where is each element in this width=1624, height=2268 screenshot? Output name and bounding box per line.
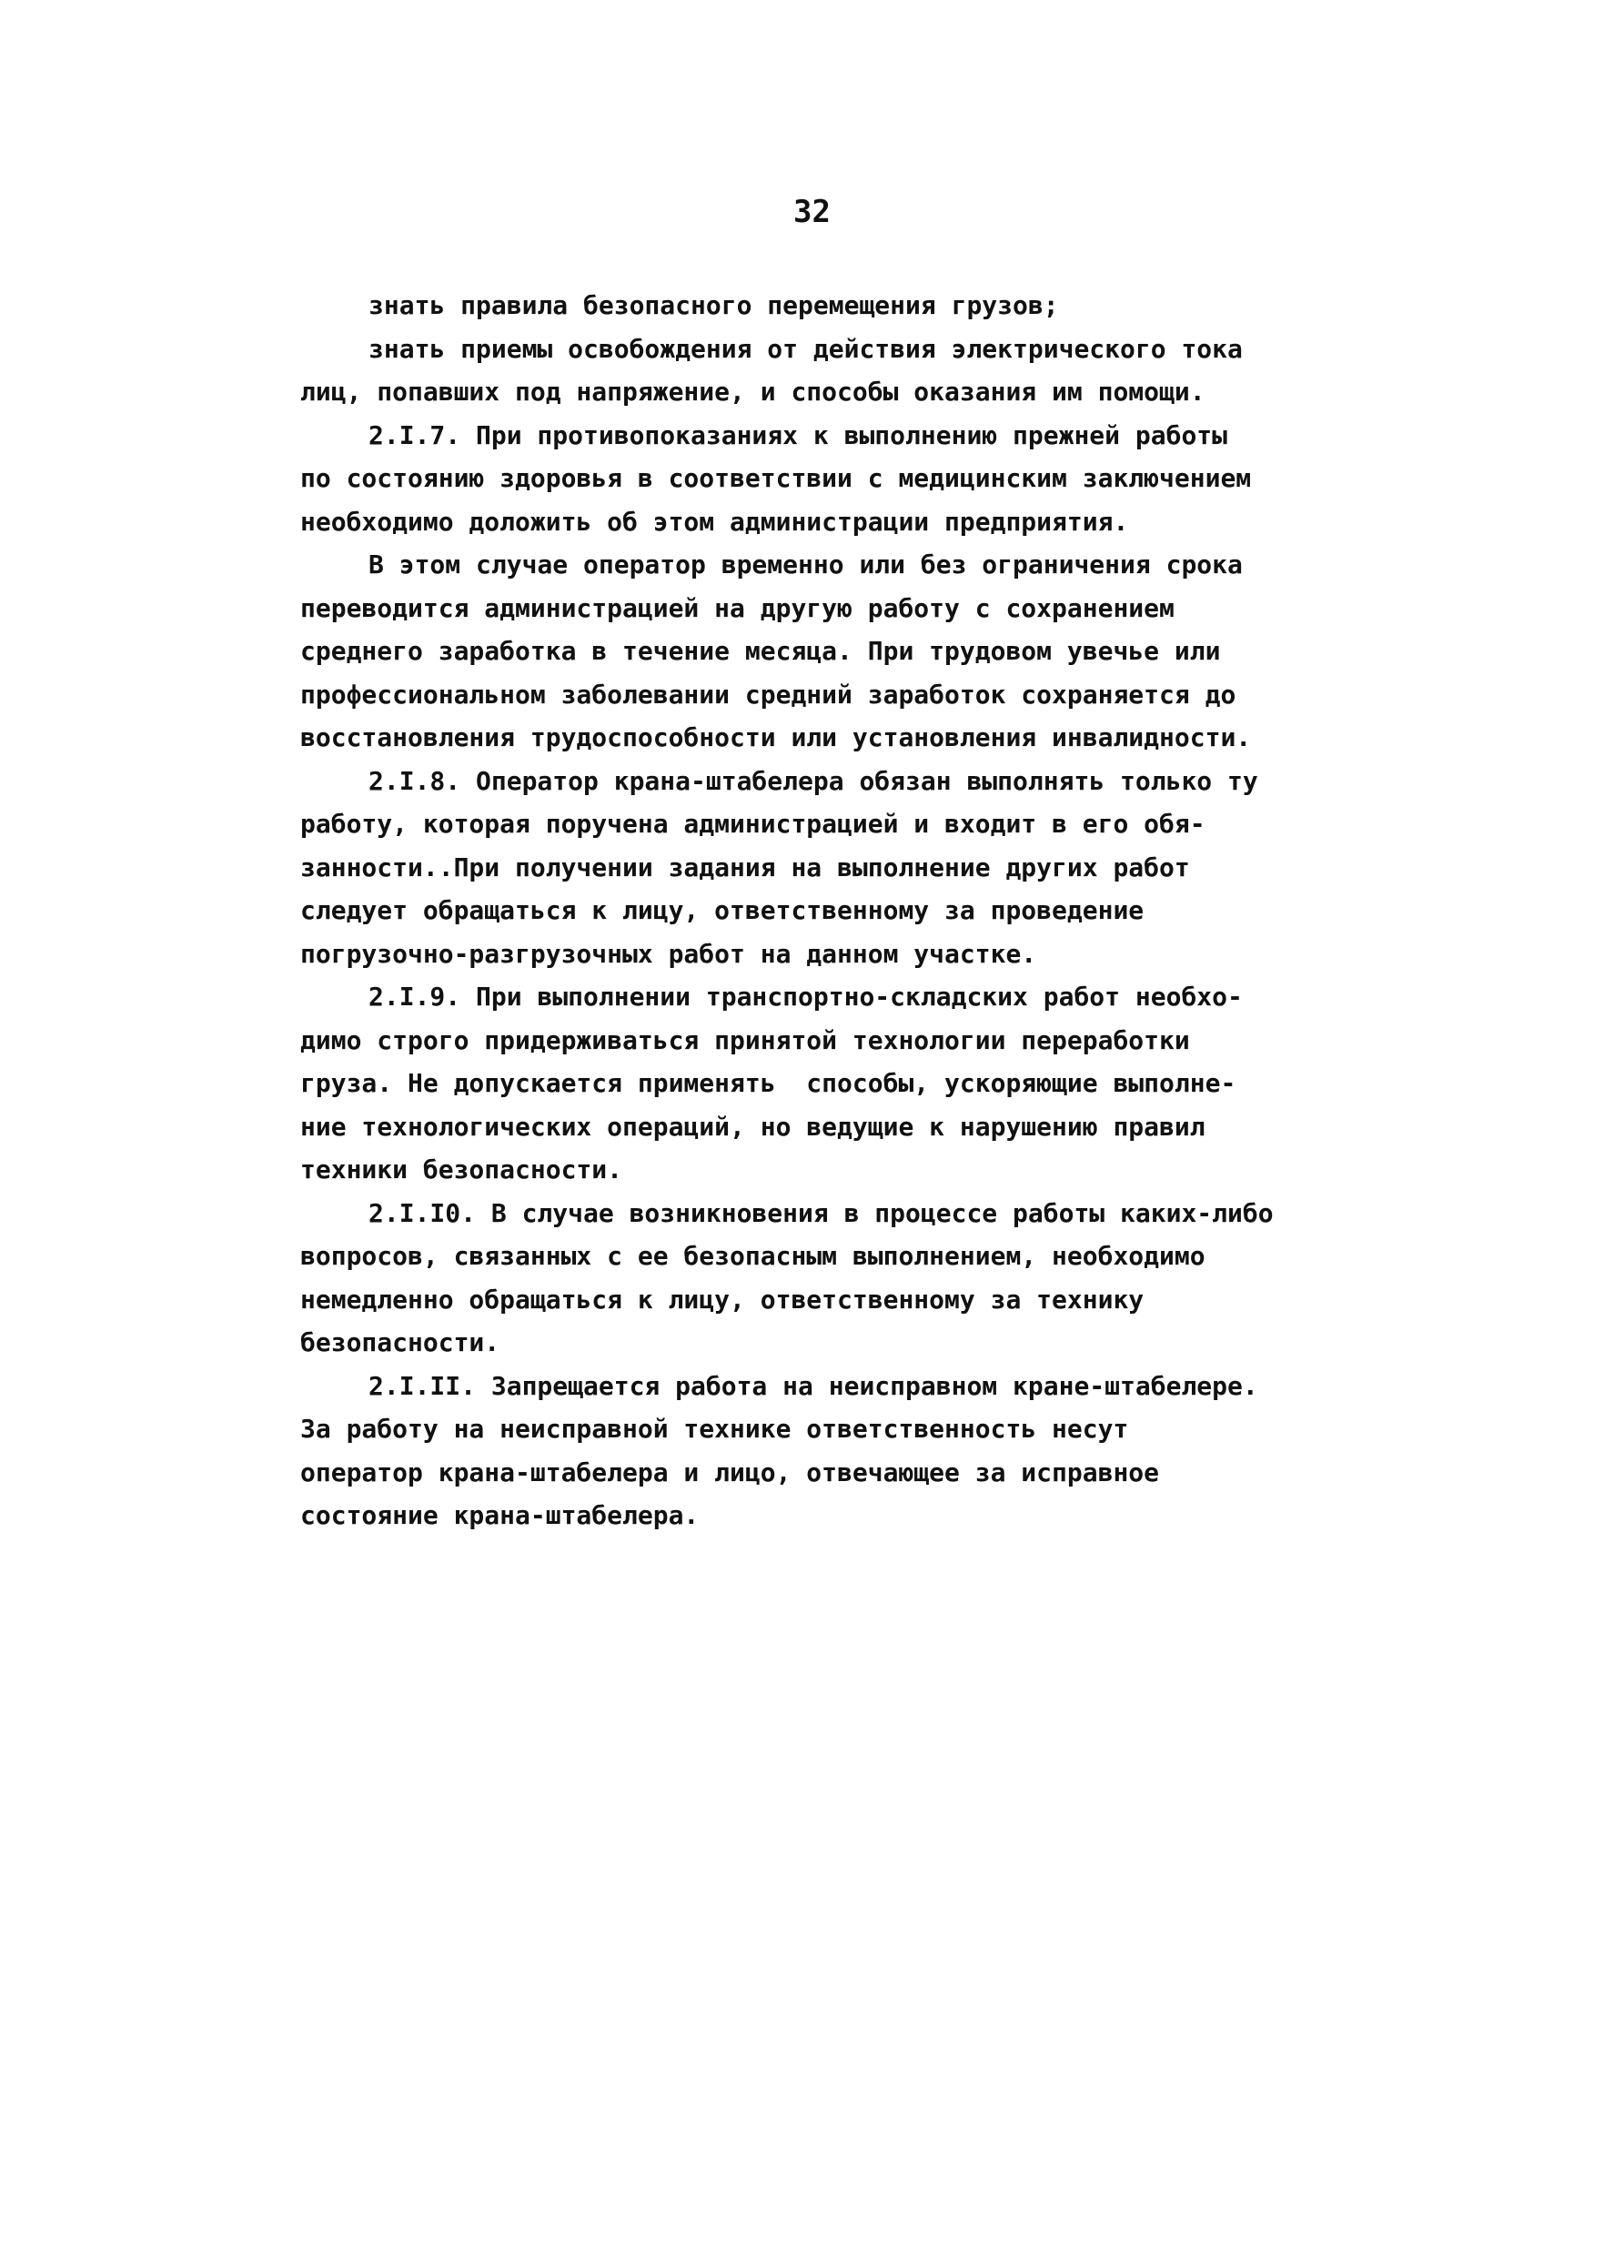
text-line: по состоянию здоровья в соответствии с медицинским заключением xyxy=(300,463,1252,493)
text-line: 2.I.I0. В случае возникновения в процессе работы каких-либо xyxy=(368,1197,1274,1228)
text-line: безопасности. xyxy=(300,1327,500,1357)
text-line: занности..При получении задания на выполнение других работ xyxy=(300,852,1190,882)
text-line: В этом случае оператор временно или без ограничения срока xyxy=(368,549,1243,580)
text-line: переводится администрацией на другую работу с сохранением xyxy=(300,592,1175,623)
text-line: техники безопасности. xyxy=(300,1154,623,1184)
text-line: состояние крана-штабелера. xyxy=(300,1500,700,1530)
text-line: 2.I.9. При выполнении транспортно-складских работ необхо- xyxy=(368,982,1243,1012)
text-line: груза. Не допускается применять способы, ускоряющие выполне- xyxy=(300,1068,1236,1098)
text-line: знать приемы освобождения от действия электрического тока xyxy=(368,333,1243,364)
text-line: погрузочно-разгрузочных работ на данном участке. xyxy=(300,938,1037,969)
text-line: 2.I.II. Запрещается работа на неисправном кране-штабелере. xyxy=(368,1370,1258,1401)
text-line: оператор крана-штабелера и лицо, отвечающее за исправное xyxy=(300,1457,1160,1487)
text-line: вопросов, связанных с ее безопасным выполнением, необходимо xyxy=(300,1241,1205,1271)
text-line: следует обращаться к лицу, ответственному за проведение xyxy=(300,895,1145,925)
text-line: немедленно обращаться к лицу, ответственному за технику xyxy=(300,1284,1145,1315)
text-line: 2.I.7. При противопоказаниях к выполнению прежней работы xyxy=(368,419,1228,450)
text-line: работу, которая поручена администрацией и входит в его обя- xyxy=(300,809,1205,839)
text-line: профессиональном заболевании средний заработок сохраняется до xyxy=(300,679,1236,710)
text-line: необходимо доложить об этом администрации предприятия. xyxy=(300,506,1129,537)
page-number: 32 xyxy=(793,194,831,230)
text-line: ние технологических операций, но ведущие к нарушению правил xyxy=(300,1111,1205,1142)
text-line: восстановления трудоспособности или установления инвалидности. xyxy=(300,722,1252,752)
text-line: За работу на неисправной технике ответственность несут xyxy=(300,1414,1129,1444)
text-line: димо строго придерживаться принятой технологии переработки xyxy=(300,1024,1190,1055)
text-line: 2.I.8. Оператор крана-штабелера обязан выполнять только ту xyxy=(368,765,1258,796)
text-line: лиц, попавших под напряжение, и способы оказания им помощи. xyxy=(300,377,1205,407)
text-line: знать правила безопасного перемещения грузов; xyxy=(368,290,1059,320)
body-text xyxy=(300,284,1410,1537)
text-line: среднего заработка в течение месяца. При трудовом увечье или xyxy=(300,636,1221,666)
